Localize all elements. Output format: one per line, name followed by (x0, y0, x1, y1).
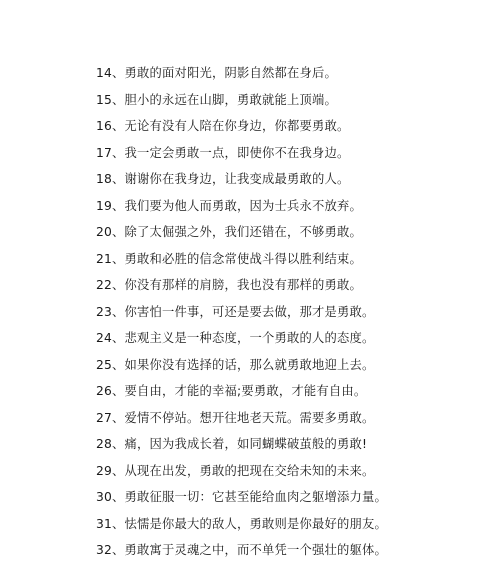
quote-line-29: 29、从现在出发，勇敢的把现在交给未知的未来。 (96, 463, 375, 478)
quote-line-32: 32、勇敢寓于灵魂之中，而不单凭一个强壮的躯体。 (96, 543, 387, 557)
quote-line-20: 20、除了太倔强之外，我们还错在，不够勇敢。 (96, 225, 362, 239)
quote-line-15: 15、胆小的永远在山脚，勇敢就能上顶端。 (96, 92, 337, 107)
quote-list (96, 60, 486, 564)
quote-line-21: 21、勇敢和必胜的信念常使战斗得以胜利结束。 (96, 251, 362, 266)
quote-line-30: 30、勇敢征服一切：它甚至能给血肉之躯增添力量。 (96, 490, 387, 504)
quote-line-23: 23、你害怕一件事，可还是要去做，那才是勇敢。 (96, 304, 375, 319)
quote-line-14: 14、勇敢的面对阳光，阴影自然都在身后。 (96, 66, 337, 80)
quote-line-22: 22、你没有那样的肩膀，我也没有那样的勇敢。 (96, 278, 362, 292)
quote-line-19: 19、我们要为他人而勇敢，因为士兵永不放弃。 (96, 198, 362, 213)
quote-line-31: 31、怯懦是你最大的敌人，勇敢则是你最好的朋友。 (96, 516, 387, 531)
quote-line-27: 27、爱情不停站。想开往地老天荒。需要多勇敢。 (96, 410, 375, 425)
quote-line-24: 24、悲观主义是一种态度，一个勇敢的人的态度。 (96, 331, 375, 345)
quote-line-26: 26、要自由，才能的幸福;要勇敢，才能有自由。 (96, 384, 367, 398)
quote-line-25: 25、如果你没有选择的话，那么就勇敢地迎上去。 (96, 357, 375, 372)
quote-line-16: 16、无论有没有人陪在你身边，你都要勇敢。 (96, 119, 350, 133)
quote-line-17: 17、我一定会勇敢一点，即使你不在我身边。 (96, 145, 350, 160)
quote-line-18: 18、谢谢你在我身边，让我变成最勇敢的人。 (96, 172, 350, 186)
quote-line-28: 28、痛，因为我成长着，如同蝴蝶破茧般的勇敢! (96, 437, 368, 451)
